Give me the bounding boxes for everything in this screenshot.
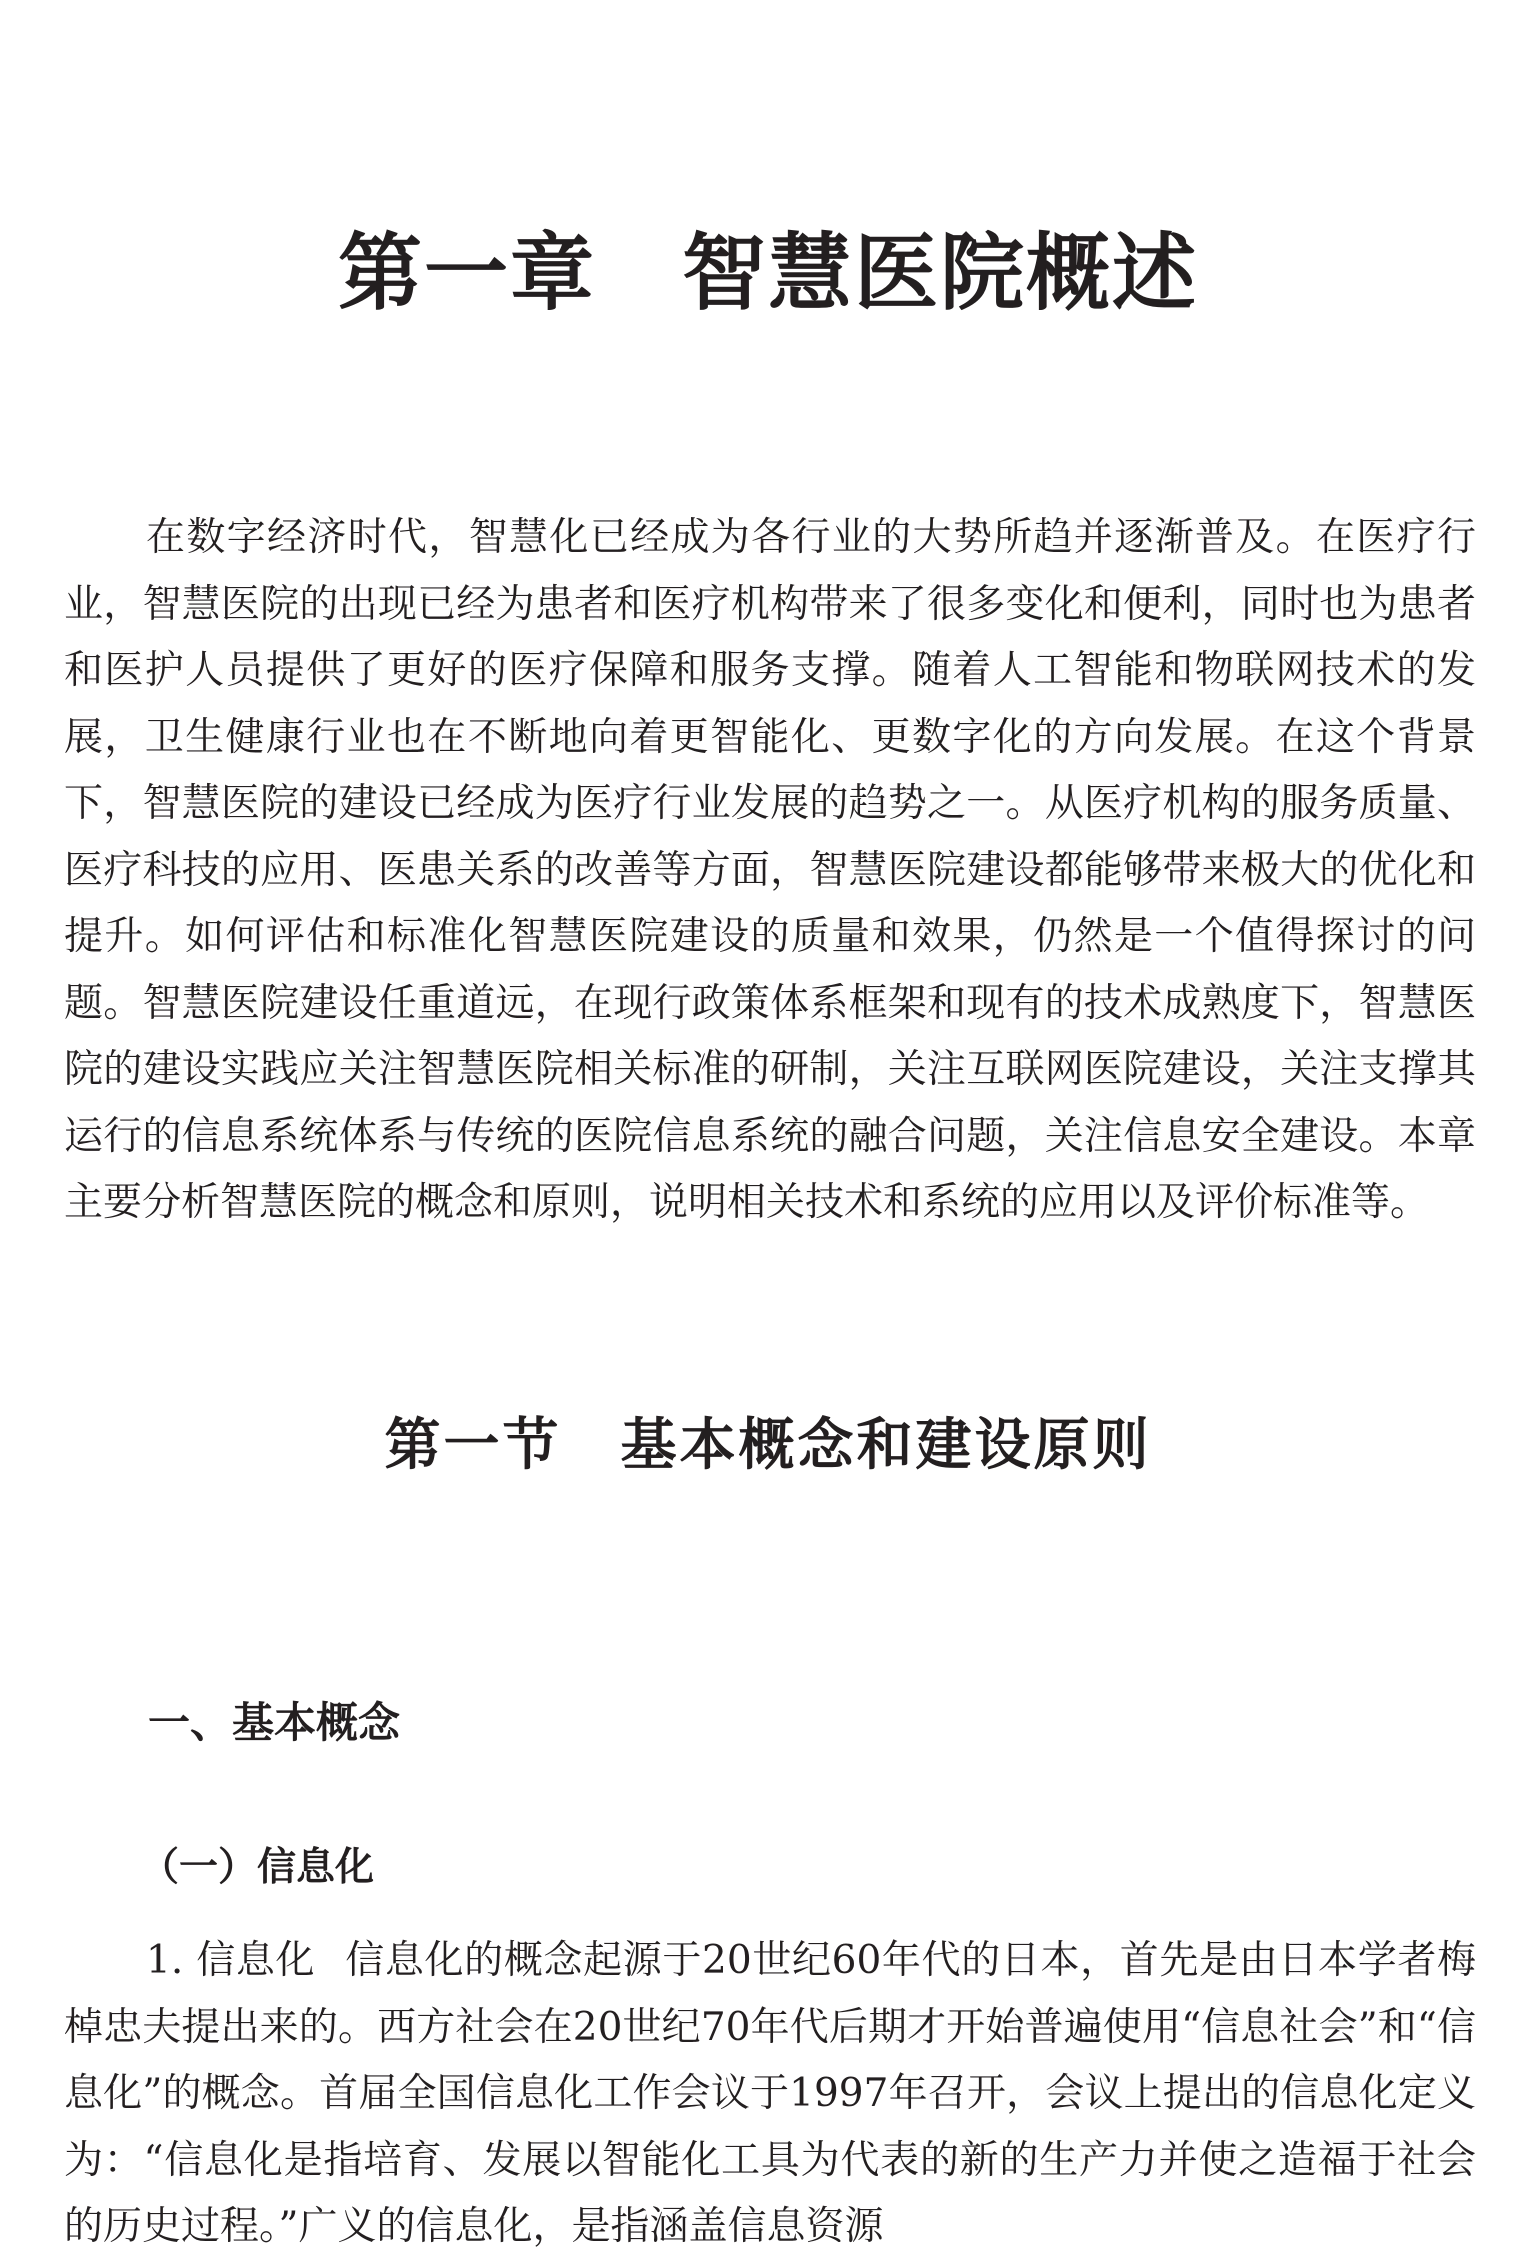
chapter-title: 第一章 智慧医院概述: [337, 224, 1198, 322]
section-title: 第一节 基本概念和建设原则: [384, 1412, 1152, 1478]
term-label: 1. 信息化: [146, 1938, 316, 1983]
informatization-paragraph: [64, 1928, 1476, 2261]
intro-paragraph: 在数字经济时代，智慧化已经成为各行业的大势所趋并逐渐普及。在医疗行业，智慧医院的出现已经为患者和医疗机构带来了很多变化和便利，同时也为患者和医护人员提供了更好的医疗保障和服务支撑。随着人工智能和物联网技术的发展，卫生健康行业也在不断地向着更智能化、更数字化的方向发展。在这个背景下，智慧医院的建设已经成为医疗行业发展的趋势之一。从医疗机构的服务质量、医疗科技的应用、医患关系的改善等方面，智慧医院建设都能够带来极大的优化和提升。如何评估和标准化智慧医院建设的质量和效果，仍然是一个值得探讨的问题。智慧医院建设任重道远，在现行政策体系框架和现有的技术成熟度下，智慧医院的建设实践应关注智慧医院相关标准的研制，关注互联网医院建设，关注支撑其运行的信息系统体系与传统的医院信息系统的融合问题，关注信息安全建设。本章主要分析智慧医院的概念和原则，说明相关技术和系统的应用以及评价标准等。: [64, 515, 1476, 1225]
heading-basic-concepts: 一、基本概念: [148, 1698, 401, 1747]
paragraph-text: 信息化的概念起源于20世纪60年代的日本，首先是由日本学者梅棹忠夫提出来的。西方社会在20世纪70年代后期才开始普遍使用“信息社会”和“信息化”的概念。首届全国信息化工作会议于1997年召开，会议上提出的信息化定义为：“信息化是指培育、发展以智能化工具为代表的新的生产力并使之造福于社会的历史过程。”广义的信息化，是指涵盖信息资源: [64, 1938, 1476, 2249]
heading-informatization: （一）信息化: [140, 1845, 375, 1890]
